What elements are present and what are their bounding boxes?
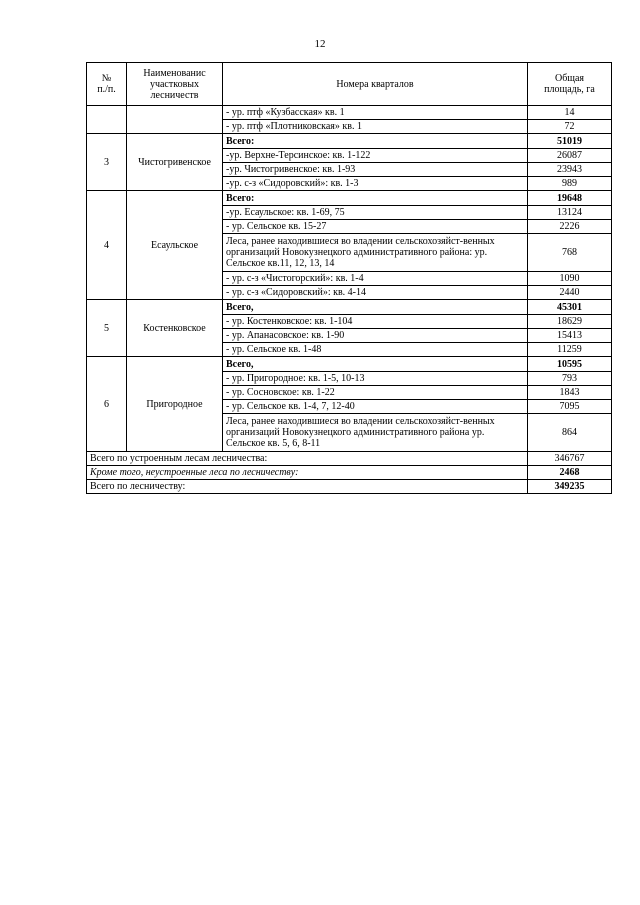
- cell-area: 14: [528, 106, 612, 120]
- table-header-row: [87, 63, 612, 106]
- cell-area: 989: [528, 177, 612, 191]
- page-number: 12: [314, 38, 326, 50]
- cell-summary-area: 346767: [528, 452, 612, 466]
- cell-quarters: - ур. птф «Кузбасская» кв. 1: [223, 106, 528, 120]
- cell-num: [87, 106, 127, 134]
- cell-area: 1843: [528, 386, 612, 400]
- table-row-summary: [87, 480, 612, 494]
- cell-area: 793: [528, 372, 612, 386]
- table-row-total: [87, 300, 612, 315]
- cell-total-label: Всего,: [223, 357, 528, 372]
- cell-area: 2226: [528, 220, 612, 234]
- cell-summary-label: Всего по лесничеству:: [87, 480, 528, 494]
- table-row-total: [87, 357, 612, 372]
- cell-summary-label: Всего по устроенным лесам лесничества:: [87, 452, 528, 466]
- header-quarters: Номера кварталов: [223, 63, 528, 106]
- table-row-total: [87, 191, 612, 206]
- cell-area: 864: [528, 414, 612, 452]
- cell-quarters: -ур. Есаульское: кв. 1-69, 75: [223, 206, 528, 220]
- cell-num: 5: [87, 300, 127, 357]
- header-name-line: лесничеств: [150, 89, 199, 101]
- header-name-line: участковых: [149, 78, 200, 90]
- cell-total-area: 10595: [528, 357, 612, 372]
- cell-quarters: - ур. Костенковское: кв. 1-104: [223, 315, 528, 329]
- cell-quarters: - ур. с-з «Чистогорский»: кв. 1-4: [223, 272, 528, 286]
- cell-quarters: - ур. Апанасовское: кв. 1-90: [223, 329, 528, 343]
- header-name: [127, 63, 223, 106]
- cell-quarters: - ур. Пригородное: кв. 1-5, 10-13: [223, 372, 528, 386]
- header-area-line: площадь, га: [544, 84, 595, 95]
- cell-area: 7095: [528, 400, 612, 414]
- header-num-line: №: [101, 73, 112, 84]
- cell-area: 1090: [528, 272, 612, 286]
- cell-quarters: - ур. Сельское кв. 1-4, 7, 12-40: [223, 400, 528, 414]
- cell-summary-area: 2468: [528, 466, 612, 480]
- cell-num: 3: [87, 134, 127, 191]
- table-row-summary: [87, 466, 612, 480]
- cell-total-label: Всего,: [223, 300, 528, 315]
- cell-area: 13124: [528, 206, 612, 220]
- header-area: [528, 63, 612, 106]
- cell-forestry-name: Есаульское: [127, 191, 223, 300]
- cell-total-label: Всего:: [223, 134, 528, 149]
- table-body: [87, 106, 612, 494]
- cell-area: 11259: [528, 343, 612, 357]
- cell-area: 15413: [528, 329, 612, 343]
- cell-quarters: -ур. Чистогривенское: кв. 1-93: [223, 163, 528, 177]
- cell-forestry-name: Пригородное: [127, 357, 223, 452]
- cell-area: 2440: [528, 286, 612, 300]
- cell-quarters: - ур. Сельское кв. 1-48: [223, 343, 528, 357]
- header-name-line: Наименованис: [143, 67, 206, 79]
- table-row-summary: [87, 452, 612, 466]
- cell-total-area: 19648: [528, 191, 612, 206]
- cell-forestry-name: Костенковское: [127, 300, 223, 357]
- table-row: [87, 106, 612, 120]
- header-num-line: п./п.: [97, 84, 116, 95]
- cell-quarters: - ур. с-з «Сидоровский»: кв. 4-14: [223, 286, 528, 300]
- cell-quarters: - ур. Сельское кв. 15-27: [223, 220, 528, 234]
- cell-quarters: Леса, ранее находившиеся во владении сельскохозяйст-венных организаций Новокузнецкого административного района: ур. Сельское кв.11, 12, 13, 14: [223, 234, 528, 272]
- cell-area: 768: [528, 234, 612, 272]
- cell-area: 18629: [528, 315, 612, 329]
- cell-quarters: Леса, ранее находившиеся во владении сельскохозяйст-венных организаций Новокузнецкого административного района ур. Сельское кв. 5, 6, 8-11: [223, 414, 528, 452]
- cell-summary-label: Кроме того, неустроенные леса по лесничеству:: [87, 466, 528, 480]
- cell-area: 23943: [528, 163, 612, 177]
- cell-total-area: 45301: [528, 300, 612, 315]
- cell-summary-area: 349235: [528, 480, 612, 494]
- cell-quarters: - ур. птф «Плотниковская» кв. 1: [223, 120, 528, 134]
- cell-area: 72: [528, 120, 612, 134]
- cell-quarters: -ур. с-з «Сидоровский»: кв. 1-3: [223, 177, 528, 191]
- table-row-total: [87, 134, 612, 149]
- cell-num: 4: [87, 191, 127, 300]
- header-num: [87, 63, 127, 106]
- cell-num: 6: [87, 357, 127, 452]
- cell-total-label: Всего:: [223, 191, 528, 206]
- cell-quarters: - ур. Сосновское: кв. 1-22: [223, 386, 528, 400]
- cell-forestry-name: Чистогривенское: [127, 134, 223, 191]
- cell-quarters: -ур. Верхне-Терсинское: кв. 1-122: [223, 149, 528, 163]
- cell-area: 26087: [528, 149, 612, 163]
- cell-total-area: 51019: [528, 134, 612, 149]
- header-area-line: Общая: [554, 73, 585, 84]
- forest-quarters-table: [86, 62, 612, 494]
- cell-forestry-name: [127, 106, 223, 134]
